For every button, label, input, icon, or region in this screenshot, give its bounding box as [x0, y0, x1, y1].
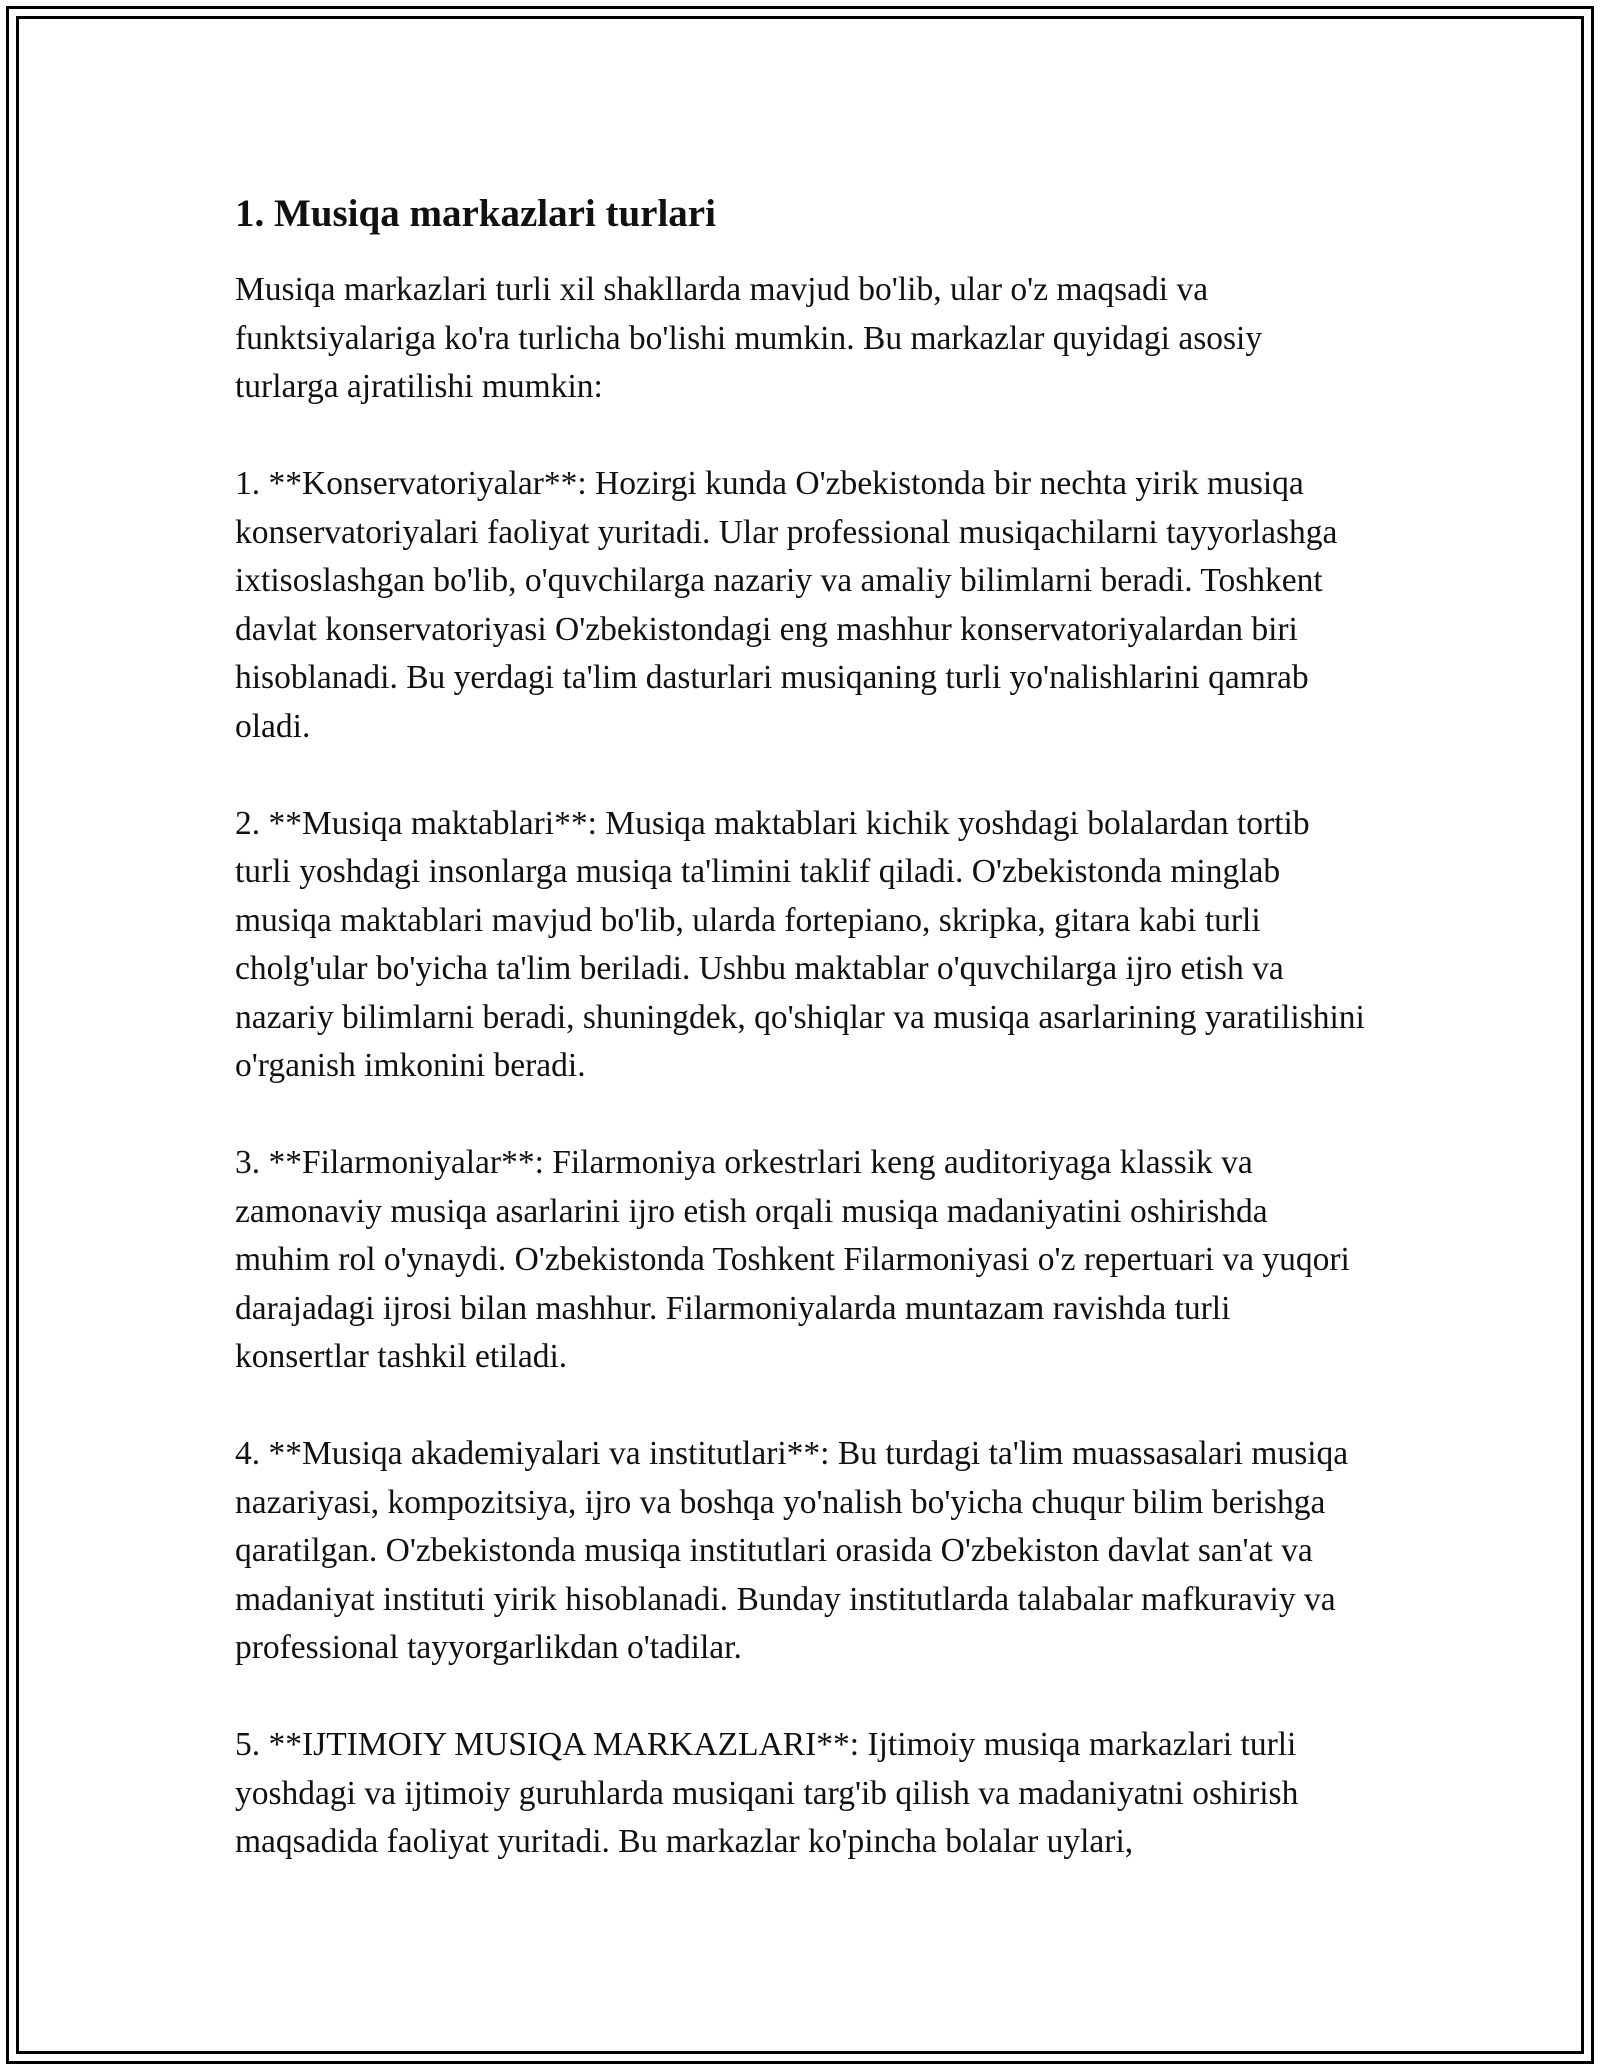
paragraph-musiqa-maktablari: 2. **Musiqa maktablari**: Musiqa maktablari kichik yoshdagi bolalardan tortib turli yoshdagi insonlarga musiqa ta'limini taklif qiladi. O'zbekistonda minglab musiqa maktablari mavjud bo'lib, ularda fortepiano, skripka, gitara kabi turli cholg'ular bo'yicha ta'lim beriladi. Ushbu maktablar o'quvchilarga ijro etish va nazariy bilimlarni beradi, shuningdek, qo'shiqlar va musiqa asarlarining yaratilishini o'rganish imkonini beradi.	[235, 804, 1365, 1084]
paragraph-konservatoriyalar: 1. **Konservatoriyalar**: Hozirgi kunda O'zbekistonda bir nechta yirik musiqa konservatoriyalari faoliyat yuritadi. Ular professional musiqachilarni tayyorlashga ixtisoslashgan bo'lib, o'quvchilarga nazariy va amaliy bilimlarni beradi. Toshkent davlat konservatoriyasi O'zbekistondagi eng mashhur konservatoriyalardan biri hisoblanadi. Bu yerdagi ta'lim dasturlari musiqaning turli yo'nalishlarini qamrab oladi.	[235, 465, 1338, 745]
section-heading: 1. Musiqa markazlari turlari	[235, 192, 716, 235]
paragraph-ijtimoiy-markazlar: 5. **IJTIMOIY MUSIQA MARKAZLARI**: Ijtimoiy musiqa markazlari turli yoshdagi va ijtimoiy guruhlarda musiqani targ'ib qilish va madaniyatni oshirish maqsadida faoliyat yuritadi. Bu markazlar ko'pincha bolalar uylari,	[235, 1726, 1299, 1860]
paragraph-filarmoniyalar: 3. **Filarmoniyalar**: Filarmoniya orkestrlari keng auditoriyaga klassik va zamonaviy musiqa asarlarini ijro etish orqali musiqa madaniyatini oshirishda muhim rol o'ynaydi. O'zbekistonda Toshkent Filarmoniyasi o'z repertuari va yuqori darajadagi ijrosi bilan mashhur. Filarmoniyalarda muntazam ravishda turli konsertlar tashkil etiladi.	[235, 1144, 1350, 1375]
intro-paragraph: Musiqa markazlari turli xil shakllarda mavjud bo'lib, ular o'z maqsadi va funktsiyalariga ko'ra turlicha bo'lishi mumkin. Bu markazlar quyidagi asosiy turlarga ajratilishi mumkin:	[235, 271, 1263, 405]
paragraph-akademiyalar-institutlar: 4. **Musiqa akademiyalari va institutlari**: Bu turdagi ta'lim muassasalari musiqa nazariyasi, kompozitsiya, ijro va boshqa yo'nalish bo'yicha chuqur bilim berishga qaratilgan. O'zbekistonda musiqa institutlari orasida O'zbekiston davlat san'at va madaniyat instituti yirik hisoblanadi. Bunday institutlarda talabalar mafkuraviy va professional tayyorgarlikdan o'tadilar.	[235, 1435, 1349, 1666]
document-body	[235, 188, 1370, 1915]
